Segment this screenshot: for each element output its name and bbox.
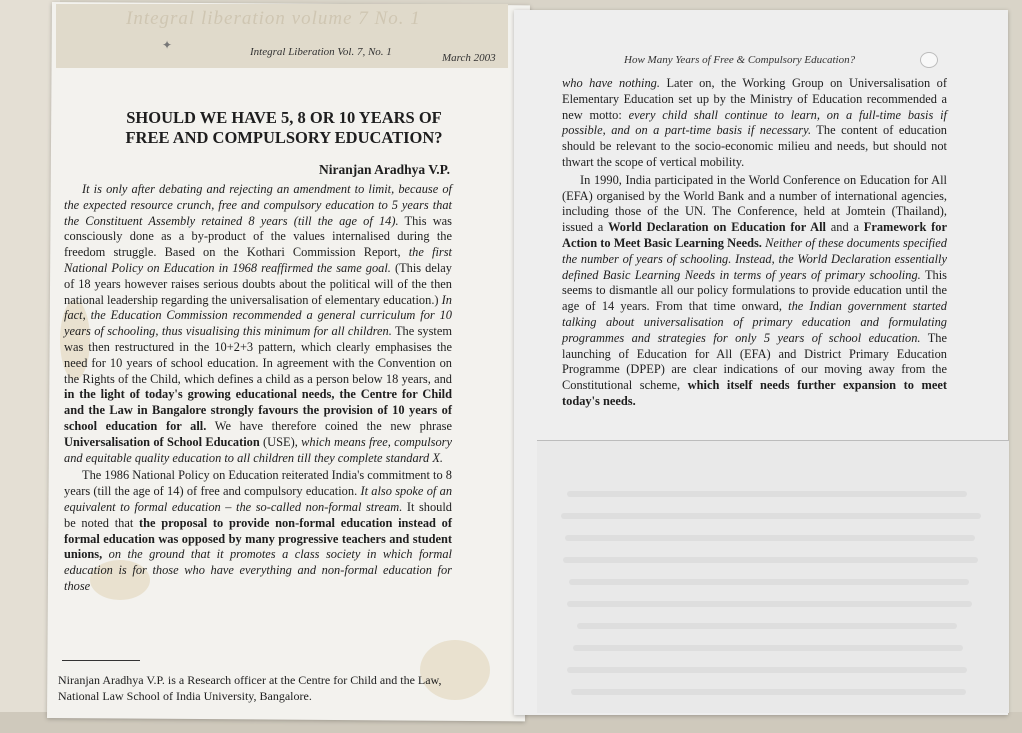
running-head-right: How Many Years of Free & Compulsory Education?	[624, 54, 856, 66]
bleed-through-line	[563, 557, 978, 563]
left-paragraph-2: The 1986 National Policy on Education reiterated India's commitment to 8 years (till the age of 14) of free and compulsory education. It also spoke of an equivalent to formal education – the so-called non-formal stream. It should be noted that the proposal to provide non-formal education instead of formal education was opposed by many progressive teachers and student unions, on the ground that it promotes a class society in which formal education is for those who have everything and non-formal education for those	[64, 468, 453, 593]
title-line-2: FREE AND COMPULSORY EDUCATION?	[125, 128, 443, 147]
author-footnote: Niranjan Aradhya V.P. is a Research officer at the Centre for Child and the Law, National Law School of India University, Bangalore.	[58, 673, 442, 703]
left-paragraph-1: It is only after debating and rejecting an amendment to limit, because of the expected resource crunch, free and compulsory education to 5 years that the Constituent Assembly retained 8 years (till the age of 14). This was consciously done as a by-product of the values internalised during the freedom struggle. Based on the Kothari Commission Report, the first National Policy on Education in 1968 reaffirmed the same goal. (This delay of 18 years however raises serious doubts about the political will of the then national leadership regarding the universalisation of elementary education.) In fact, the Education Commission recommended a general curriculum for 10 years of schooling, thus visualising this minimum for all children. The system was then restructured in the 10+2+3 pattern, which clearly emphasises the need for 10 years of school education. In agreement with the Convention on the Rights of the Child, which defines a child as a person below 18 years, and in the light of today's growing educational needs, the Centre for Child and the Law in Bangalore strongly favours the provision of 10 years of school education for all. We have therefore coined the new phrase Universalisation of School Education (USE), which means free, compulsory and equitable quality education to all children till they complete standard X.	[64, 182, 453, 465]
right-paragraph-1: who have nothing. Later on, the Working Group on Universalisation of Elementary Education set up by the Ministry of Education recommended a new motto: every child shall continue to learn, on a full-time basis if possible, and on a part-time basis if necessary. The content of education should be relevant to the socio-economic milieu and needs, but should not thwart the scope of vertical mobility.	[562, 76, 947, 169]
running-head-date: March 2003	[442, 52, 496, 64]
bleed-through-line	[567, 601, 972, 607]
bleed-through-line	[569, 579, 969, 585]
right-paragraph-2: In 1990, India participated in the World Conference on Education for All (EFA) organised by the World Bank and a number of international agencies, including those of the UN. The Conference, held at Jomtein (Thailand), issued a World Declaration on Education for All and a Framework for Action to Meet Basic Learning Needs. Neither of these documents specified the number of years of schooling. Instead, the World Declaration essentially defined Basic Learning Needs in terms of years of primary schooling. This seems to dismantle all our policy formulations to provide education until the age of 14 years. From that time onward, the Indian government started talking about universalisation of primary education and formulating programmes and strategies for only 5 years of school education. The launching of Education for All (EFA) and District Primary Education Programme (DPEP) are clear indications of our moving away from the Constitutional scheme, which itself needs further expansion to meet today's needs.	[562, 172, 948, 408]
bleed-through-line	[577, 623, 957, 629]
bleed-through-line	[565, 535, 975, 541]
left-column-body	[64, 182, 452, 595]
article-title	[92, 108, 476, 148]
bleed-through-line	[573, 645, 963, 651]
ghost-handwriting: Integral liberation volume 7 No. 1	[126, 8, 421, 29]
right-column-body	[562, 76, 947, 410]
header-tape-strip	[56, 4, 508, 68]
title-line-1: SHOULD WE HAVE 5, 8 OR 10 YEARS OF	[126, 108, 442, 127]
blank-lower-sheet	[537, 440, 1009, 713]
page-corner-mark	[920, 52, 938, 68]
bleed-through-line	[571, 689, 966, 695]
bleed-through-line	[567, 491, 967, 497]
article-author: Niranjan Aradhya V.P.	[318, 162, 450, 177]
footnote-rule	[62, 660, 140, 661]
bleed-through-line	[561, 513, 981, 519]
staple-icon: ✦	[162, 38, 173, 52]
bleed-through-line	[567, 667, 967, 673]
running-head-left: Integral Liberation Vol. 7, No. 1	[250, 46, 392, 58]
